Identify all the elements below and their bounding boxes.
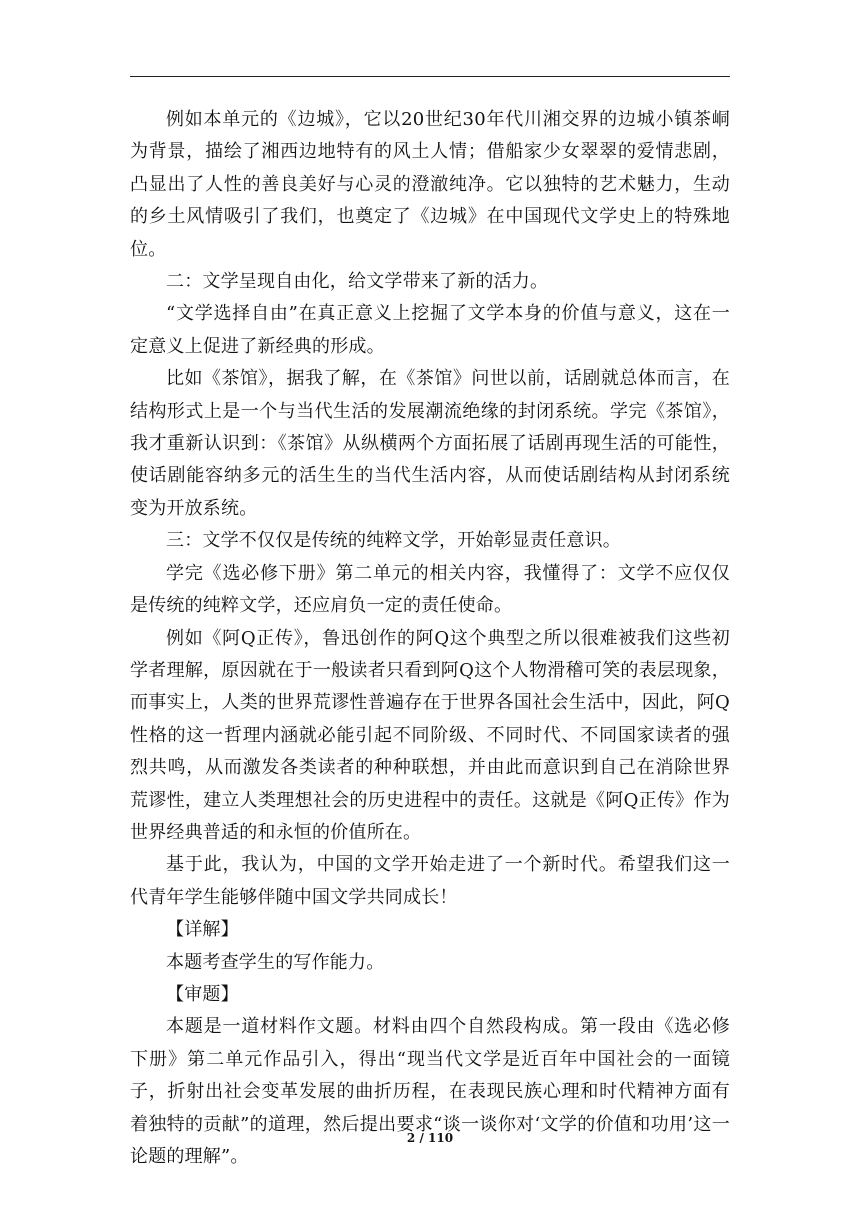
paragraph-conclusion: 基于此，我认为，中国的文学开始走进了一个新时代。希望我们这一代青年学生能够伴随中国文学共同成长！ [130,854,730,908]
paragraph-responsibility: 学完《选必修下册》第二单元的相关内容，我懂得了：文学不应仅仅是传统的纯粹文学，还应肩负一定的责任使命。 [130,562,730,617]
document-body [130,104,730,1173]
heading-detailed-explanation: 【详解】 [166,919,239,941]
heading-review-question: 【审题】 [166,983,239,1005]
paragraph-material-essay: 本题是一道材料作文题。材料由四个自然段构成。第一段由《选必修下册》第二单元作品引入，得出“现当代文学是近百年中国社会的一面镜子，折射出社会变革发展的曲折历程，在表现民族心理和时代精神方面有着独特的贡献”的道理，然后提出要求“谈一谈你对‘文学的价值和功用’这一论题的理解”。 [130,1016,730,1167]
page-number: 2 / 110 [406,1131,454,1145]
paragraph-ah-q: 例如《阿Q正传》，鲁迅创作的阿Q这个典型之所以很难被我们这些初学者理解，原因就在于一般读者只看到阿Q这个人物滑稽可笑的表层现象，而事实上，人类的世界荒谬性普遍存在于世界各国社会生活中，因此，阿Q性格的这一哲理内涵就必能引起不同阶级、不同时代、不同国家读者的强烈共鸣，从而激发各类读者的种种联想，并由此而意识到自己在消除世界荒谬性，建立人类理想社会的历史进程中的责任。这就是《阿Q正传》作为世界经典普适的和永恒的价值所在。 [130,627,730,843]
paragraph-bian-cheng: 例如本单元的《边城》，它以20世纪30年代川湘交界的边城小镇茶峒为背景，描绘了湘西边地特有的风土人情；借船家少女翠翠的爱情悲剧，凸显出了人性的善良美好与心灵的澄澈纯净。它以独特的艺术魅力，生动的乡土风情吸引了我们，也奠定了《边城》在中国现代文学史上的特殊地位。 [130,109,730,260]
paragraph-teahouse: 比如《茶馆》，据我了解，在《茶馆》问世以前，话剧就总体而言，在结构形式上是一个与当代生活的发展潮流绝缘的封闭系统。学完《茶馆》，我才重新认识到：《茶馆》从纵横两个方面拓展了话剧再现生活的可能性，使话剧能容纳多元的活生生的当代生活内容，从而使话剧结构从封闭系统变为开放系统。 [130,368,730,519]
paragraph-writing-ability: 本题考查学生的写作能力。 [166,951,385,973]
paragraph-literary-freedom: “文学选择自由”在真正意义上挖掘了文学本身的价值与意义，这在一定意义上促进了新经典的形成。 [130,303,730,357]
paragraph-point-three: 三：文学不仅仅是传统的纯粹文学，开始彰显责任意识。 [166,530,621,552]
paragraph-point-two: 二：文学呈现自由化，给文学带来了新的活力。 [166,271,549,293]
header-rule [130,76,730,77]
